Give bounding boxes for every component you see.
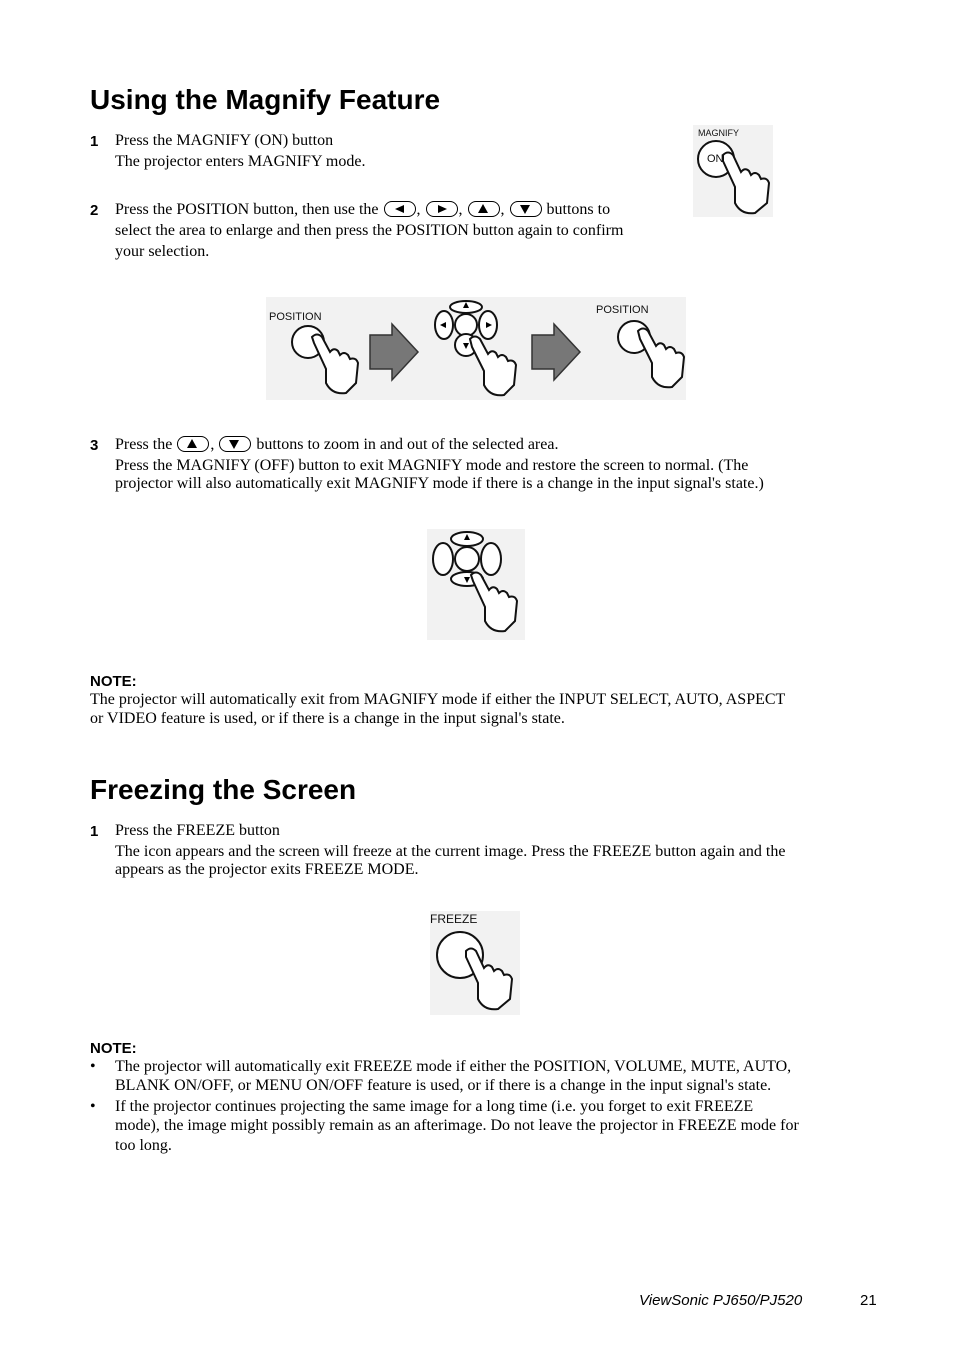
- right-arrow-button-icon: [426, 201, 458, 217]
- up-arrow-button-icon: [468, 201, 500, 217]
- note-text: too long.: [115, 1137, 172, 1154]
- position-sequence-illustration: [266, 297, 686, 400]
- pointing-hand-icon: [312, 335, 358, 394]
- direction-pad-icon: [433, 532, 501, 586]
- step-text: appears as the projector exits FREEZE MODE.: [115, 861, 419, 878]
- note-text: If the projector continues projecting the same image for a long time (i.e. you forget to exit FREEZE: [115, 1098, 754, 1115]
- bullet: •: [90, 1058, 96, 1075]
- pointing-hand-icon: [723, 153, 769, 214]
- separator: ,: [416, 201, 421, 218]
- step-number: 2: [90, 202, 99, 219]
- position-label: POSITION: [596, 304, 649, 316]
- step-text-line: [115, 435, 558, 455]
- step-text: Press the: [115, 436, 173, 453]
- separator: ,: [458, 201, 463, 218]
- note-text: The projector will automatically exit FREEZE mode if either the POSITION, VOLUME, MUTE, AUTO,: [115, 1058, 792, 1075]
- magnify-label: MAGNIFY: [698, 128, 740, 138]
- direction-pad-icon: [435, 301, 497, 356]
- step-number: 3: [90, 437, 99, 454]
- footer-product: ViewSonic PJ650/PJ520: [639, 1292, 803, 1309]
- step-text: The icon appears and the screen will freeze at the current image. Press the FREEZE button again and the: [115, 843, 786, 860]
- zoom-pad-illustration: [427, 529, 525, 640]
- bullet: •: [90, 1098, 96, 1115]
- freeze-label: FREEZE: [430, 912, 478, 926]
- step-text: Press the MAGNIFY (ON) button: [115, 132, 334, 149]
- step-text: your selection.: [115, 243, 210, 260]
- magnify-on-button-illustration: [693, 125, 773, 217]
- note-text: BLANK ON/OFF, or MENU ON/OFF feature is used, or if there is a change in the input signal's state.: [115, 1077, 772, 1094]
- freeze-button-illustration: [430, 911, 520, 1015]
- separator: ,: [210, 436, 215, 453]
- step-number: 1: [90, 133, 99, 150]
- step-number: 1: [90, 823, 99, 840]
- step-text: Press the MAGNIFY (OFF) button to exit MAGNIFY mode and restore the screen to normal. (The: [115, 457, 749, 474]
- note-label: NOTE:: [90, 673, 137, 690]
- step-text: Press the POSITION button, then use the: [115, 201, 379, 218]
- on-label: ON: [707, 153, 724, 165]
- step-text: Press the FREEZE button: [115, 822, 280, 839]
- section-title-magnify: Using the Magnify Feature: [90, 84, 441, 115]
- step-text-line: [115, 200, 610, 220]
- arrow-right-icon: [532, 324, 580, 380]
- arrow-right-icon: [370, 324, 418, 380]
- step-text: The projector enters MAGNIFY mode.: [115, 153, 366, 170]
- note-text: The projector will automatically exit from MAGNIFY mode if either the INPUT SELECT, AUTO, ASPECT: [90, 691, 786, 708]
- position-label: POSITION: [269, 311, 322, 323]
- step-text: buttons to: [546, 201, 611, 218]
- step-text: projector will also automatically exit MAGNIFY mode if there is a change in the input signal's state.): [115, 475, 764, 492]
- down-arrow-button-icon: [219, 436, 251, 452]
- pointing-hand-icon: [470, 337, 516, 396]
- pointing-hand-icon: [466, 949, 512, 1010]
- pointing-hand-icon: [471, 573, 517, 632]
- left-arrow-button-icon: [384, 201, 416, 217]
- separator: ,: [500, 201, 505, 218]
- note-text: or VIDEO feature is used, or if there is a change in the input signal's state.: [90, 710, 565, 727]
- down-arrow-button-icon: [510, 201, 542, 217]
- pointing-hand-icon: [638, 329, 684, 388]
- note-text: mode), the image might possibly remain as an afterimage. Do not leave the projector in FREEZE mode for: [115, 1117, 799, 1134]
- up-arrow-button-icon: [177, 436, 209, 452]
- section-title-freeze: Freezing the Screen: [90, 774, 357, 805]
- step-text: buttons to zoom in and out of the selected area.: [256, 436, 559, 453]
- step-text: select the area to enlarge and then press the POSITION button again to confirm: [115, 222, 624, 239]
- note-label: NOTE:: [90, 1040, 137, 1057]
- page-number: 21: [860, 1292, 877, 1309]
